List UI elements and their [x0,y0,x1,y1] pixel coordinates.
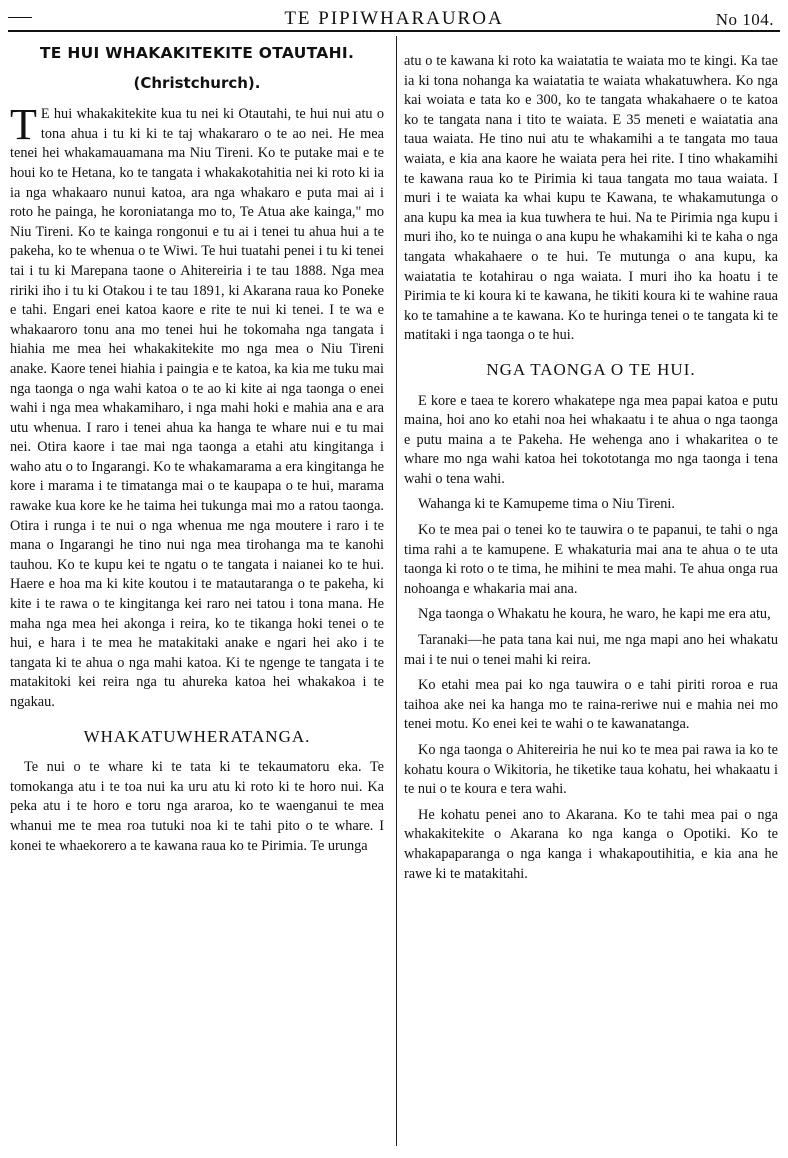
article-paragraph: Wahanga ki te Kamupeme tima o Niu Tireni. [418,496,675,513]
running-head [8,4,780,32]
article-paragraph: atu o te kawana ki roto ka waiatatia te waiata mo te kingi. Ka tae ia ki tona nohanga ka waiatatia te waiata whakatuwhera. Ko nga kai woiata e tata ko e 300, ko te tangata whakahaere o te katoa ko te tangata nana i tito te waiata. E 35 meneti e waiatatia ana taua waiata. He tino nui atu te whakamihi a te tangata mo taua waiata, e kia ana kaore he waiata pera hei rite. I tino whakamihi te kawana raua ko te Pirimia ki taua tangata mo taua waiata. I muri i te waiata ka whai kupu te Kawana, te whakamutunga o ana kupu ka mea ia kua tuwhera te hui. Na te Pirimia nga kupu i muri iho, ko te nuinga o ana kupu he whakamihi ki te kaha o nga tangata whakahaere o te hui. Te mutunga o ana kupu, ka waiatatia te kotahirau o nga waiata. I muri iho ka hoatu i te Pirimia te ki koura ki te kawana, he tikiti koura ki te wahine raua ko te tamahine a te kawana. Ko te huringa tenei o te tangata ki te matitaki i nga taonga o te hui. [404,53,778,344]
article-heading: TE HUI WHAKAKITEKITE OTAUTAHI. [39,44,355,62]
issue-number: No 104. [715,10,774,29]
section-heading: WHAKATUWHERATANGA. [83,726,311,746]
article-paragraph [10,100,384,712]
article-paragraph: Ko etahi mea pai ko nga tauwira o e tahi piriti roroa e rua taihoa ake nei ka hanga mo te raina-reriwe nui e mahia nei mo tenei motu. Ko enei kei te wahi o te kawanatanga. [404,677,778,733]
article-paragraph: Nga taonga o Whakatu he koura, he waro, he kapi me era atu, [418,606,771,623]
article-paragraph: He kohatu penei ano to Akarana. Ko te tahi mea pai o nga whakakitekite o Akarana ko nga kanga o Opotiki. Ko te whakapaparanga o nga kanga i whakapoutihitia, e kia ana he rawe ki te matakitahi. [404,806,778,882]
article-paragraph: Ko nga taonga o Ahitereiria he nui ko te mea pai rawa ia ko te kohatu koura o Wikitoria, he tiketike taua kohatu, hei whakaatu i te nui o te koura e tera wahi. [404,742,778,798]
section-heading: NGA TAONGA O TE HUI. [486,359,696,379]
right-column [404,52,778,884]
paragraph-text: E hui whakakitekite kua tu nei ki Otautahi, te hui nui atu o tona ahua i tu ki ki te taj whakararo o te ao nei. He mea tenei hei whakamauamana ma Niu Tireni. Ko te putake mai e te houi ko te Hetana, ko te tangata i whakakotahitia nei ki roto ki ia ia nga whakaaro nunui katoa, ara nga whakaro e puta mai ai i roto he painga, he koroniatanga mo to, Te Atua ake kainga," mo Niu Tireni. Ko te kainga rongonui e tu ai i tenei tu ahua hui a te pakeha, ko te whenua o te Wiwi. Te hui tuatahi penei i tu ki tenei tai i tu ki Marepana taone o Ahitereiria i te tau 1888. Nga mea ririki iho i tu ki Otakou i te tau 1891, ki Akarana raua ko Poneke e tahi. Engari enei katoa kaore e rite te nui ki tenei. I te wa e whakaaroro tonu ana mo tenei hui he tokomaha nga tangata i hiahia me mea hei whakakitekite mo nga mea o Niu Tireni anake. Kaore tenei hiahia i paingia e te katoa, ka kia me tuku mai nga taonga o nga wahi katoa o te ao ki kite ai nga taonga o enei wahi i nga mea whakamiharo, i nga mahi hoki e mahia ana e ara utu whenua. I raro i tenei ahua ka hanga te whare nui e tu mai nei. Otira kaore i tae mai nga taonga a etahi atu kingitanga i waho atu o to Ingarangi. Ko te whakamarama a era kingitanga he kore i marama i te timatanga mai o te kaupapa o te hui, marama rawake kua kore ke he taima hei tukunga mai mo a ratou taonga. Otira i runga i te nui o nga whenua me nga moutere i raro i te mana o Ingarangi he tino nui nga mea tirohanga ma te kanohi tauhou. Ko te kupu kei te ngatu o te tangata i naianei ko te hui. Haere e hoa ma ki kite koutou i te matautaranga o te pakeha, ki kite i te rawa o te kingitanga kei raro nei tatou i tona mana. He maha nga mea hei akonga i reira, ko te tikanga hoki tenei o te hui, e hara i te mea he matakitaki anake e ngari hei ako i te tangata ki te ahua o nga mahi katoa. Ki te ngenge te tangata i te matakitoki kei reira nga tu ahureka katoa hei whakakoa i te ngakau. [10,106,384,710]
newspaper-title: TE PIPIWHARAUROA [284,8,504,29]
drop-cap: T [10,100,37,150]
article-subheading: (Christchurch). [133,73,261,92]
article-paragraph: Ko te mea pai o tenei ko te tauwira o te papanui, te tahi o nga tima rahi a te kamupene. E whakaturia mai ana te ahua o te uta taonga ki roto o te tima, he mihini te mea mahi. Te ahua onga rua nohoanga e whakaria mai ana. [404,522,778,597]
article-paragraph: Te nui o te whare ki te tata ki te tekaumatoru eka. Te tomokanga atu i te toa nui ka uru atu ki roto ki te horo nui. Ka peka atu i te horo e toru nga araroa, ko te waenganui te mea whanui me te mea roa tutuki noa ki te tahi pito o te whare. I konei te whaekorero a te kawana raua ko te Pirimia. Te urunga [10,759,384,854]
column-divider [396,36,397,1146]
left-column [10,44,384,856]
article-paragraph: E kore e taea te korero whakatepe nga mea papai katoa e putu maina, hoi ano ko etahi noa hei whakaatu i te ahua o nga taonga e putu maina a te Pakeha. He wehenga ano i whakaritea o te whare mo nga wahi katoa hei tokototanga mo nga taonga i tena wahi o tena wahi. [404,392,778,487]
article-paragraph: Taranaki—he pata tana kai nui, me nga mapi ano hei whakatu mai i te nui o tenei mahi ki reira. [404,632,778,668]
